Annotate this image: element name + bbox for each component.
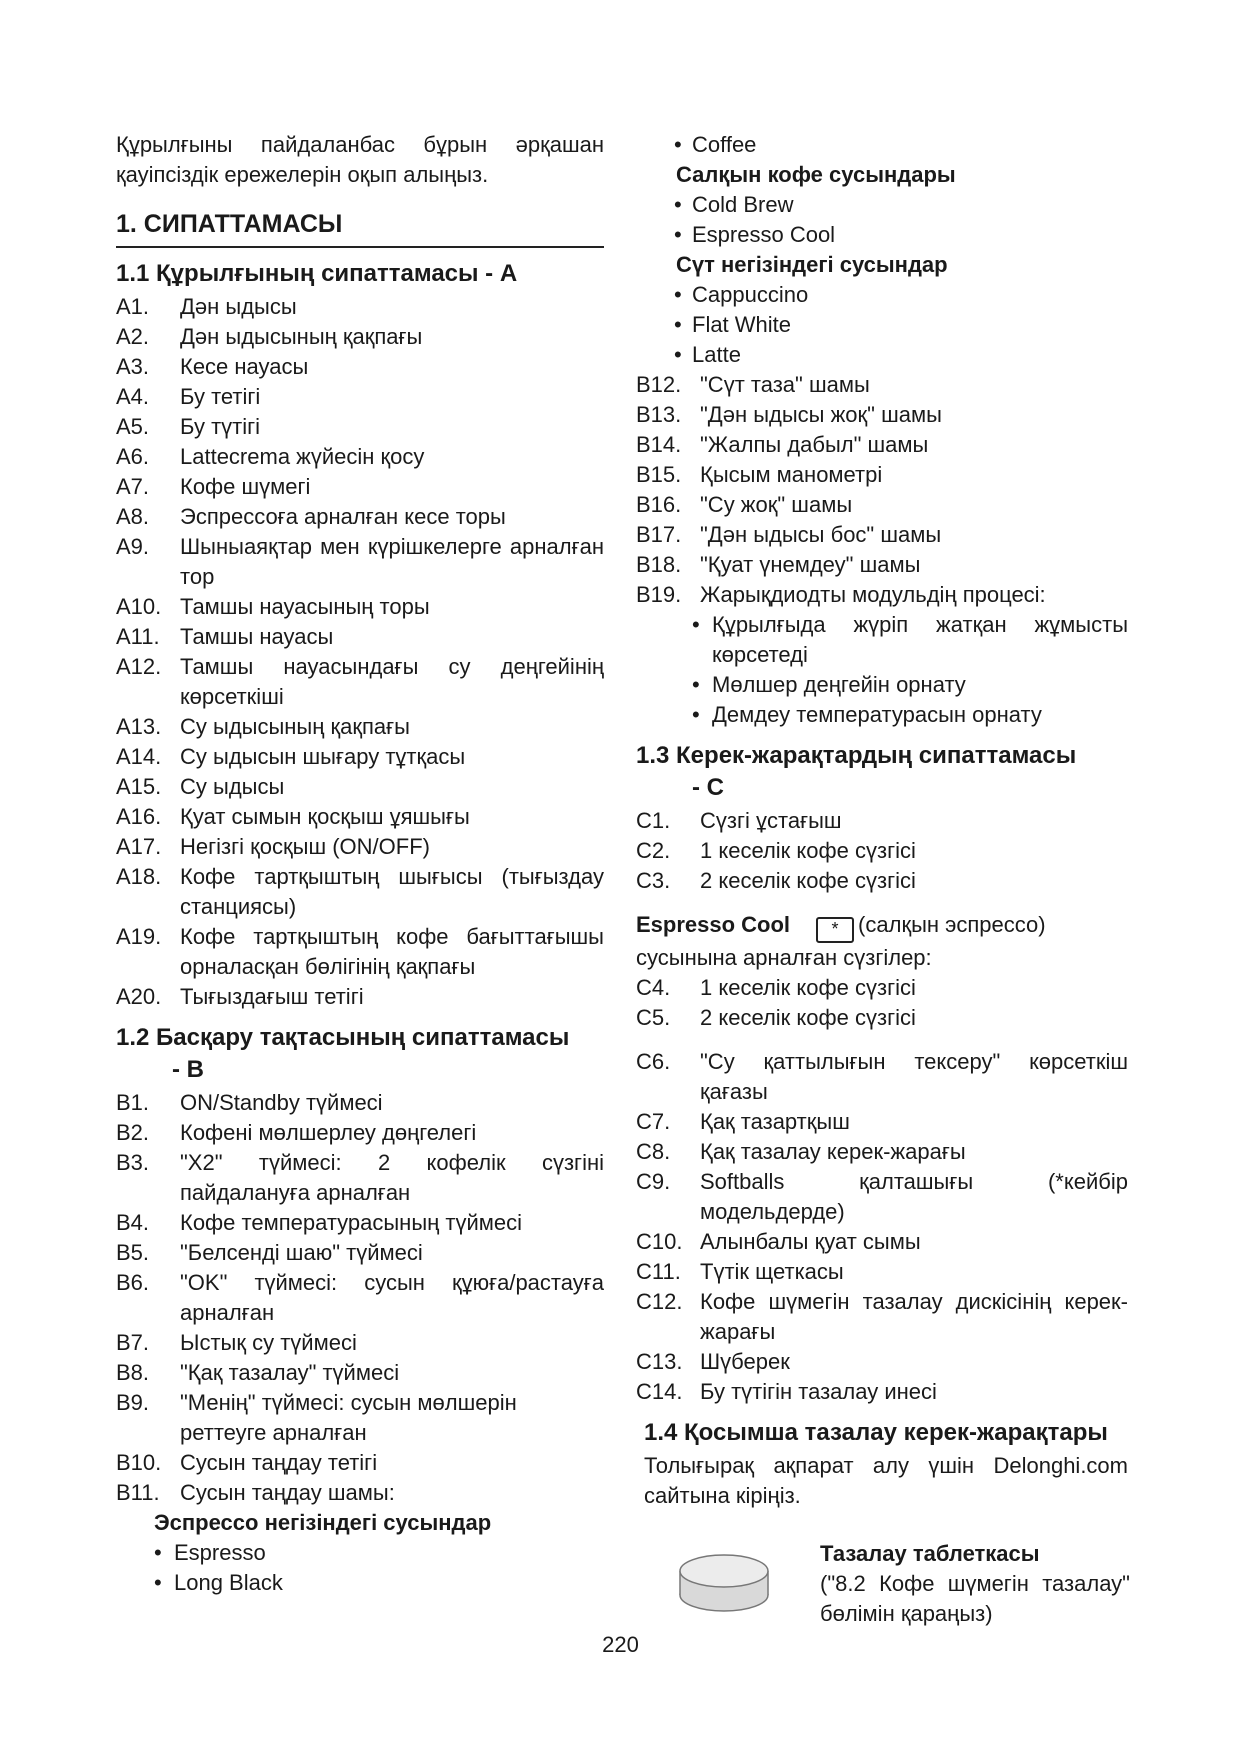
bullet-item: • Flat White <box>636 310 1128 340</box>
item-code: B16. <box>636 492 682 517</box>
bullet-item: • Espresso Cool <box>636 220 1128 250</box>
item-text: 1 кеселік кофе сүзгісі <box>700 975 916 1000</box>
item-text: "OK" түймесі: сусын құюға/растауға арналған <box>180 1270 604 1325</box>
item-code: C12. <box>636 1289 683 1314</box>
item-text: Шыныаяқтар мен күрішкелерге арналған тор <box>180 534 604 589</box>
item-code: B1. <box>116 1090 150 1115</box>
list-item <box>116 622 604 652</box>
item-text: 2 кеселік кофе сүзгісі <box>700 868 916 893</box>
item-text: Бу тетігі <box>180 384 261 409</box>
section-1-2-title-suffix: - В <box>172 1056 204 1083</box>
item-code: B15. <box>636 462 682 487</box>
item-text: "Қақ тазалау" түймесі <box>180 1360 400 1385</box>
bullet-item: • Coffee <box>636 130 1128 160</box>
item-text: "Белсенді шаю" түймесі <box>180 1240 423 1265</box>
list-b <box>116 1088 604 1508</box>
item-code: B6. <box>116 1270 150 1295</box>
section-1-3-title-suffix: - С <box>692 774 724 801</box>
list-item <box>116 712 604 742</box>
item-code: A14. <box>116 744 162 769</box>
item-code: A3. <box>116 354 150 379</box>
list-item <box>116 1118 604 1148</box>
bullet-item: • Espresso <box>116 1538 604 1568</box>
bullet-item: • Cappuccino <box>636 280 1128 310</box>
item-text: Кофе шүмегін тазалау дискісінің керек-жарағы <box>700 1289 1128 1344</box>
list-item <box>116 1358 604 1388</box>
item-code: C14. <box>636 1379 683 1404</box>
item-code: B7. <box>116 1330 150 1355</box>
list-item <box>116 1388 604 1448</box>
item-code: B10. <box>116 1450 162 1475</box>
item-text: Тығыздағыш тетігі <box>180 984 364 1009</box>
list-item <box>636 490 1128 520</box>
list-item <box>116 502 604 532</box>
list-item <box>636 1167 1128 1227</box>
list-item <box>636 1137 1128 1167</box>
item-code: B9. <box>116 1390 150 1415</box>
item-code: A5. <box>116 414 150 439</box>
list-a <box>116 292 604 1012</box>
item-code: A13. <box>116 714 162 739</box>
list-item <box>116 772 604 802</box>
section-1-3-title-text: 1.3 Керек-жарақтардың сипаттамасы <box>636 742 1077 769</box>
item-text: Дән ыдысы <box>180 294 297 319</box>
section-1-4-text: Толығырақ ақпарат алу үшін Delonghi.com сайтына кіріңіз. <box>644 1453 1128 1508</box>
list-item <box>116 1238 604 1268</box>
item-code: B19. <box>636 582 682 607</box>
list-item <box>636 460 1128 490</box>
item-text: Тамшы науасындағы су деңгейінің көрсеткіші <box>180 654 604 709</box>
item-code: A8. <box>116 504 150 529</box>
item-text: Кофе тартқыштың кофе бағыттағышы орналасқан бөлігінің қақпағы <box>180 924 604 979</box>
list-item <box>116 1448 604 1478</box>
list-item <box>116 802 604 832</box>
left-column <box>116 130 604 1598</box>
item-text: "X2" түймесі: 2 кофелік сүзгіні пайдалануға арналған <box>180 1150 604 1205</box>
list-item <box>116 832 604 862</box>
list-item <box>636 973 1128 1003</box>
section-1-1-title-text: 1.1 Құрылғының сипаттамасы - А <box>116 260 518 287</box>
item-text: Түтік щеткасы <box>700 1259 844 1284</box>
espresso-cool-note <box>636 910 1128 973</box>
item-text: Су ыдысының қақпағы <box>180 714 410 739</box>
section-1-2-title <box>116 1022 604 1086</box>
item-code: A11. <box>116 624 160 649</box>
list-item <box>636 430 1128 460</box>
list-item <box>636 836 1128 866</box>
list-item <box>116 742 604 772</box>
item-text: "Дән ыдысы бос" шамы <box>700 522 942 547</box>
item-code: C11. <box>636 1259 681 1284</box>
item-code: A10. <box>116 594 162 619</box>
item-code: C5. <box>636 1005 671 1030</box>
item-text: Қысым манометрі <box>700 462 883 487</box>
item-code: A2. <box>116 324 150 349</box>
item-text: Бу түтігін тазалау инесі <box>700 1379 937 1404</box>
right-column <box>636 130 1128 1659</box>
item-code: B2. <box>116 1120 150 1145</box>
section-1-3-title <box>636 740 1128 804</box>
item-text: Бу түтігі <box>180 414 261 439</box>
spacer <box>636 1033 1128 1047</box>
item-code: B13. <box>636 402 682 427</box>
list-item <box>636 1003 1128 1033</box>
item-code: B11. <box>116 1480 160 1505</box>
cold-drinks-title: Салқын кофе сусындары <box>676 162 956 187</box>
item-text: "Менің" түймесі: сусын мөлшерін реттеуге арналған <box>180 1390 517 1445</box>
list-item <box>636 1347 1128 1377</box>
list-item <box>116 1148 604 1208</box>
list-item <box>636 1257 1128 1287</box>
item-text: Сусын таңдау шамы: <box>180 1480 395 1505</box>
item-text: "Су қаттылығын тексеру" көрсеткіш қағазы <box>700 1049 1128 1104</box>
item-text: "Сүт таза" шамы <box>700 372 870 397</box>
cleaning-tablet-icon <box>676 1547 772 1617</box>
list-item <box>636 520 1128 550</box>
list-item <box>116 472 604 502</box>
item-code: B18. <box>636 552 682 577</box>
item-code: C10. <box>636 1229 683 1254</box>
item-text: Softballs қалташығы (*кейбір модельдерде) <box>700 1169 1128 1224</box>
item-code: C7. <box>636 1109 671 1134</box>
item-text: Негізгі қосқыш (ON/OFF) <box>180 834 430 859</box>
item-code: C8. <box>636 1139 671 1164</box>
list-item <box>636 1227 1128 1257</box>
list-item <box>116 1088 604 1118</box>
item-text: Ыстық су түймесі <box>180 1330 357 1355</box>
item-text: Тамшы науасының торы <box>180 594 430 619</box>
list-item <box>116 982 604 1012</box>
item-text: Кофе температурасының түймесі <box>180 1210 523 1235</box>
cleaning-tablet-desc: ("8.2 Кофе шүмегін тазалау" бөлімін қараңыз) <box>820 1571 1130 1626</box>
item-text: Сусын таңдау тетігі <box>180 1450 378 1475</box>
section-1-2-title-text: 1.2 Басқару тақтасының сипаттамасы <box>116 1024 570 1051</box>
item-text: 2 кеселік кофе сүзгісі <box>700 1005 916 1030</box>
list-item <box>116 922 604 982</box>
list-item <box>636 806 1128 836</box>
item-text: Алынбалы қуат сымы <box>700 1229 921 1254</box>
item-code: B12. <box>636 372 682 397</box>
item-code: C2. <box>636 838 671 863</box>
list-item <box>636 1107 1128 1137</box>
section-title: 1. СИПАТТАМАСЫ <box>116 208 604 248</box>
item-text: Кофе шүмегі <box>180 474 311 499</box>
item-text: Кесе науасы <box>180 354 309 379</box>
item-code: A6. <box>116 444 150 469</box>
list-item <box>116 1208 604 1238</box>
milk-drinks-title: Сүт негізіндегі сусындар <box>676 252 948 277</box>
section-1-1-title <box>116 258 604 290</box>
item-code: A20. <box>116 984 162 1009</box>
item-code: B3. <box>116 1150 150 1175</box>
list-item <box>116 382 604 412</box>
item-text: Lattecrema жүйесін қосу <box>180 444 425 469</box>
item-code: A18. <box>116 864 162 889</box>
list-item <box>116 1478 604 1508</box>
item-text: "Су жоқ" шамы <box>700 492 853 517</box>
bullet-item: • Long Black <box>116 1568 604 1598</box>
cleaning-tablet-text <box>820 1539 1130 1629</box>
item-code: B14. <box>636 432 682 457</box>
item-code: A1. <box>116 294 150 319</box>
list-item <box>116 592 604 622</box>
cleaning-tablet-title: Тазалау таблеткасы <box>820 1541 1040 1566</box>
item-code: A12. <box>116 654 162 679</box>
item-text: Кофе тартқыштың шығысы (тығыздау станциясы) <box>180 864 604 919</box>
item-code: C3. <box>636 868 671 893</box>
espresso-cool-text: (салқын эспрессо) сусынына арналған сүзгілер: <box>636 912 1046 970</box>
item-code: C9. <box>636 1169 671 1194</box>
item-code: B4. <box>116 1210 150 1235</box>
bullet-item: • Құрылғыда жүріп жатқан жұмысты көрсетеді <box>636 610 1128 670</box>
item-text: Кофені мөлшерлеу дөңгелегі <box>180 1120 477 1145</box>
item-code: A4. <box>116 384 150 409</box>
bullet-item: • Cold Brew <box>636 190 1128 220</box>
espresso-cool-label: Espresso Cool <box>636 912 791 937</box>
list-item <box>116 1328 604 1358</box>
item-code: C13. <box>636 1349 683 1374</box>
item-text: Жарықдиодты модульдің процесі: <box>700 582 1046 607</box>
item-text: Сүзгі ұстағыш <box>700 808 842 833</box>
list-item <box>636 370 1128 400</box>
item-text: Тамшы науасы <box>180 624 334 649</box>
item-code: A17. <box>116 834 162 859</box>
item-text: Дән ыдысының қақпағы <box>180 324 423 349</box>
espresso-drinks-title: Эспрессо негізіндегі сусындар <box>154 1510 492 1535</box>
item-code: B8. <box>116 1360 150 1385</box>
list-item <box>636 580 1128 610</box>
section-1-4-title: 1.4 Қосымша тазалау керек-жарақтары <box>644 1419 1108 1446</box>
item-text: Қақ тазартқыш <box>700 1109 850 1134</box>
item-code: A16. <box>116 804 162 829</box>
item-text: Су ыдысы <box>180 774 285 799</box>
list-item <box>116 1268 604 1328</box>
item-text: "Дән ыдысы жоқ" шамы <box>700 402 942 427</box>
item-code: A9. <box>116 534 150 559</box>
page-number: 220 <box>602 1632 639 1657</box>
item-code: B17. <box>636 522 682 547</box>
list-item <box>116 292 604 322</box>
list-item <box>636 1047 1128 1107</box>
bullet-item: • Latte <box>636 340 1128 370</box>
item-code: C1. <box>636 808 671 833</box>
item-text: "Жалпы дабыл" шамы <box>700 432 929 457</box>
item-code: C4. <box>636 975 671 1000</box>
list-item <box>116 862 604 922</box>
item-text: 1 кеселік кофе сүзгісі <box>700 838 916 863</box>
item-text: ON/Standby түймесі <box>180 1090 383 1115</box>
list-item <box>116 412 604 442</box>
item-text: Су ыдысын шығару тұтқасы <box>180 744 466 769</box>
list-item <box>636 1377 1128 1407</box>
item-code: C6. <box>636 1049 671 1074</box>
bullet-item: • Мөлшер деңгейін орнату <box>636 670 1128 700</box>
item-text: Шүберек <box>700 1349 790 1374</box>
item-text: Қақ тазалау керек-жарағы <box>700 1139 966 1164</box>
list-item <box>116 652 604 712</box>
item-text: Қуат сымын қосқыш ұяшығы <box>180 804 470 829</box>
intro-text: Құрылғыны пайдаланбас бұрын әрқашан қауіпсіздік ережелерін оқып алыңыз. <box>116 132 604 187</box>
list-item <box>116 532 604 592</box>
bullet-item: • Демдеу температурасын орнату <box>636 700 1128 730</box>
espresso-cool-icon: * <box>816 917 854 943</box>
item-code: A19. <box>116 924 162 949</box>
list-item <box>636 550 1128 580</box>
item-code: A7. <box>116 474 150 499</box>
list-item <box>116 322 604 352</box>
item-text: "Қуат үнемдеу" шамы <box>700 552 921 577</box>
list-item <box>636 1287 1128 1347</box>
list-item <box>636 400 1128 430</box>
item-text: Эспрессоға арналған кесе торы <box>180 504 506 529</box>
list-item <box>116 442 604 472</box>
list-item <box>636 866 1128 896</box>
item-code: B5. <box>116 1240 150 1265</box>
item-code: A15. <box>116 774 162 799</box>
list-item <box>116 352 604 382</box>
